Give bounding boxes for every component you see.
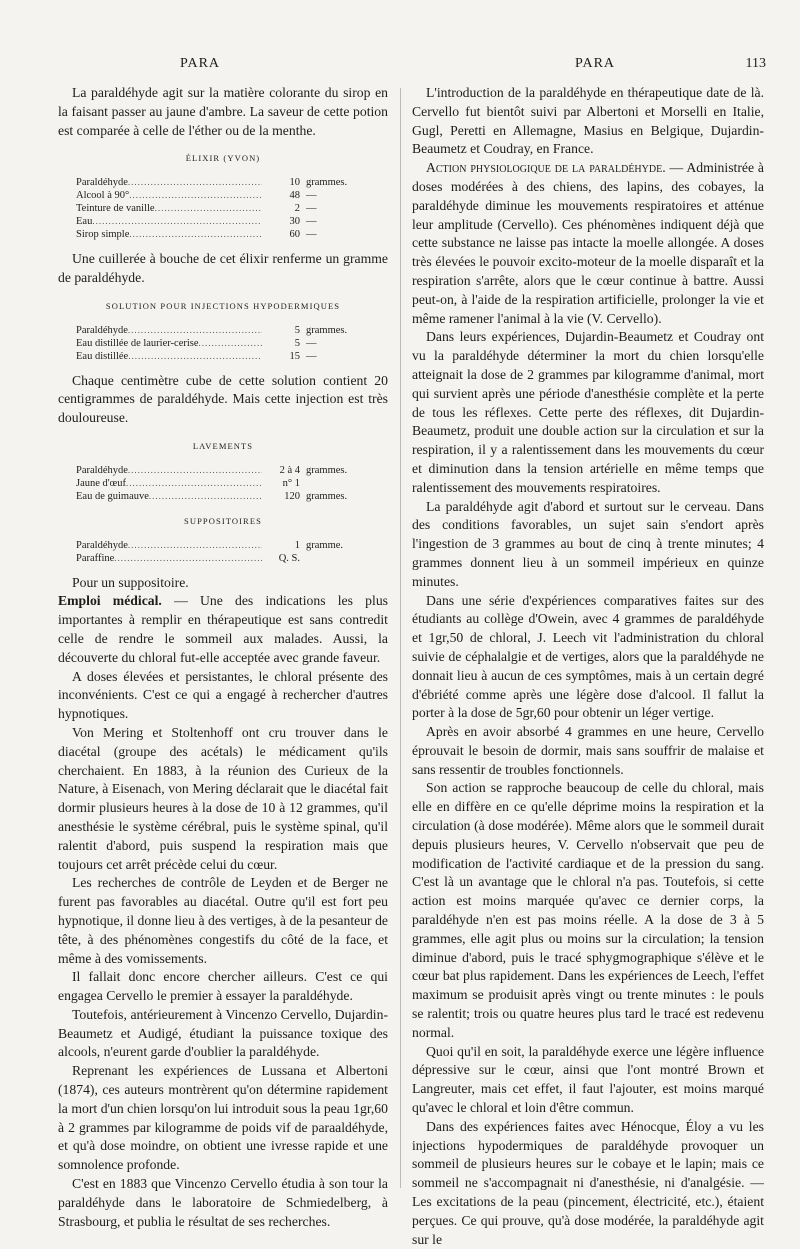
formula-row xyxy=(76,552,366,565)
formula-row xyxy=(76,176,366,189)
paragraph-injection-note: Chaque centimètre cube de cette solution contient 20 centigrammes de paraldéhyde. Mais cette injection est très douloureuse. xyxy=(58,372,388,426)
leader-dots xyxy=(155,202,262,215)
ingredient-quantity: 60 xyxy=(289,229,300,241)
paragraph-dujardin: Dans leurs expériences, Dujardin-Beaumetz et Coudray ont vu la paraldéhyde déterminer la mort du chien lorsqu'elle atteignait la dose de 2 grammes par kilogramme d'animal, mort qui survient après une période d'anesthésie complète et la perte de tous les réflexes. Cette perte des réflexes, dit Dujardin-Beaumetz, produit une double action sur la circulation et sur la respiration, il y a ralentissement dans les mouvements du cœur et diminution dans la tension artérielle en même temps que ralentissement des mouvements respiratoires. xyxy=(412,329,764,495)
paragraph-mering: Von Mering et Stoltenhoff ont cru trouver dans le diacétal (groupe des acétals) le médicament qu'ils cherchaient. En 1883, à la réunion des Curieux de la Nature, à Eisenach, von Mering déclarait que le diacétal fait dormir plusieurs heures à la dose de 10 à 12 grammes, qu'il anesthésie le système cérébral, puis le système spinal, qu'il ralentit d'abord, puis suspend la respiration mais que toujours cet arrêt précède celui du cœur. xyxy=(58,724,388,872)
ingredient-quantity: 120 xyxy=(284,490,300,502)
leader-dots xyxy=(114,552,262,565)
formula-row xyxy=(76,189,366,202)
ingredient-quantity: 2 à 4 xyxy=(279,464,300,476)
ingredient-quantity: 10 xyxy=(289,177,300,189)
ingredient-name: Paraldéhyde xyxy=(76,324,128,336)
emploi-medical-heading: Emploi médical. xyxy=(58,593,162,609)
formula-row xyxy=(76,464,366,477)
formula-row xyxy=(76,490,366,503)
leader-dots xyxy=(128,350,262,363)
leader-dots xyxy=(128,176,262,189)
paragraph-apres: Après en avoir absorbé 4 grammes en une heure, Cervello éprouvait le besoin de dormir, mais sans souffrir de malaise et sans ressentir de troubles fonctionnels. xyxy=(412,724,764,777)
leader-dots xyxy=(149,490,262,503)
ingredient-unit: — xyxy=(306,216,317,228)
ingredient-name: Paraldéhyde xyxy=(76,464,128,476)
paragraph-1883: C'est en 1883 que Vincenzo Cervello étudia à son tour la paraldéhyde dans le laboratoire de Schmiedelberg, à Strasbourg, et publia le résultat de ses recherches. xyxy=(58,1176,388,1229)
formula-row xyxy=(76,477,366,490)
ingredient-quantity: 30 xyxy=(289,216,300,228)
formula-row xyxy=(76,539,366,552)
leader-dots xyxy=(128,539,262,552)
running-head-right: PARA xyxy=(574,56,616,71)
ingredient-unit: grammes. xyxy=(306,324,348,336)
formula-row xyxy=(76,228,366,241)
ingredient-unit: grammes. xyxy=(306,177,348,189)
formula-row xyxy=(76,215,366,228)
formula-row xyxy=(76,324,366,337)
ingredient-name: Paraldéhyde xyxy=(76,539,128,551)
formula-row xyxy=(76,202,366,215)
leader-dots xyxy=(92,215,262,228)
action-physiologique-text: — Administrée à doses modérées à des chiens, des lapins, des cobayes, la paraldéhyde diminue les mouvements respiratoires et atténue leur amplitude (Cervello). Ces phénomènes indiquent déjà que cette substance ne laisse pas intacte la moelle allongée. A doses très élevées le pouvoir excito-moteur de la moelle disparaît et la respiration s'arrête, alors que le cœur continue à battre. Aussi peut-on, à l'aide de la respiration artificielle, prolonger la vie et même ramener l'animal à la vie (V. Cervello). xyxy=(412,160,765,326)
paragraph-quoi: Quoi qu'il en soit, la paraldéhyde exerce une légère influence dépressive sur le cœur, ainsi que l'ont montré Brown et Langreuter, mais cet effet, il faut l'ajouter, est moins marqué qu'avec le chloral et loin d'être commun. xyxy=(412,1043,764,1116)
leader-dots xyxy=(128,464,262,477)
leader-dots xyxy=(129,228,262,241)
ingredient-name: Paraffine xyxy=(76,552,115,564)
ingredient-name: Alcool à 90° xyxy=(76,190,130,202)
paragraph-doses: A doses élevées et persistantes, le chloral présente des inconvénients. C'est ce qui a engagé à rechercher d'autres hypnotiques. xyxy=(58,668,388,722)
ingredient-name: Eau distillée xyxy=(76,350,129,362)
formula-injection xyxy=(76,324,366,363)
leader-dots xyxy=(199,337,262,350)
formula-lavements xyxy=(76,464,366,503)
formula-title-elixir: ÉLIXIR (YVON) xyxy=(185,153,261,164)
running-head-left: PARA xyxy=(179,56,221,71)
paragraph-toutefois: Toutefois, antérieurement à Vincenzo Cervello, Dujardin-Beaumetz et Audigé, étudiant la puissance toxique des alcools, n'eurent garde d'oublier la paraldéhyde. xyxy=(58,1006,388,1060)
paragraph-cerveau: La paraldéhyde agit d'abord et surtout sur le cerveau. Dans des conditions favorables, un sujet sain s'endort après l'ingestion de 3 grammes au bout de cinq à trente minutes; 4 grammes donnent lieu à un sommeil impérieux en quinze minutes. xyxy=(412,498,764,589)
paragraph-ailleurs: Il fallait donc encore chercher ailleurs. C'est ce qui engagea Cervello le premier à essayer la paraldéhyde. xyxy=(58,969,388,1004)
paragraph-owein: Dans une série d'expériences comparatives faites sur des étudiants au collège d'Owein, avec 4 grammes de paraldéhyde et 1gr,50 de chloral, J. Leech vit l'administration du chloral suivie de céphalalgie et de vertiges, alors que la paraldéhyde ne donnait lieu à aucun de ces symptômes, mais à un certain degré d'ébriété comme après une légère dose d'alcool. Il fallut la porter à la dose de 5gr,60 pour obtenir un léger vertige. xyxy=(412,592,764,721)
ingredient-quantity: 2 xyxy=(294,203,300,215)
ingredient-quantity: 5 xyxy=(294,324,300,336)
ingredient-unit: — xyxy=(306,350,317,362)
formula-title-suppositoires: SUPPOSITOIRES xyxy=(184,515,262,526)
leader-dots xyxy=(128,324,262,337)
ingredient-quantity: 1 xyxy=(294,539,300,551)
ingredient-quantity: Q. S. xyxy=(278,552,300,564)
paragraph-action-physiologique xyxy=(412,159,764,328)
right-column xyxy=(412,84,764,1249)
ingredient-quantity: n° 1 xyxy=(282,477,300,489)
column-divider xyxy=(400,88,401,1188)
formula-title-lavements: LAVEMENTS xyxy=(192,440,254,451)
ingredient-quantity: 5 xyxy=(294,337,300,349)
ingredient-name: Eau de guimauve xyxy=(76,490,149,502)
emploi-medical-text: — Une des indications les plus importantes à remplir en thérapeutique est sans contredit celle de rendre le sommeil aux malades. Aussi, la découverte du chloral fut-elle acceptée avec grande faveur. xyxy=(58,593,388,665)
ingredient-unit: grammes. xyxy=(306,490,348,502)
ingredient-unit: — xyxy=(306,337,317,349)
paragraph-lussana: Reprenant les expériences de Lussana et Albertoni (1874), ces auteurs montrèrent qu'on détermine rapidement la mort d'un chien lorsqu'on lui introduit sous la peau 1gr,60 à 2 grammes par kilogramme de poids vif de paraaldéhyde, et qu'à dose moindre, on obtient une ivresse rapide et une somnolence profonde. xyxy=(58,1063,388,1173)
ingredient-name: Jaune d'œuf xyxy=(76,477,127,489)
left-column xyxy=(58,84,388,1231)
ingredient-unit: — xyxy=(306,190,317,202)
ingredient-name: Teinture de vanille xyxy=(76,203,155,215)
ingredient-name: Paraldéhyde xyxy=(76,177,128,189)
formula-row xyxy=(76,337,366,350)
action-physiologique-heading: Action physiologique de la paraldéhyde. xyxy=(426,160,666,176)
page-number: 113 xyxy=(745,56,766,71)
paragraph-leyden: Les recherches de contrôle de Leyden et de Berger ne furent pas favorables au diacétal. Outre qu'il est fort peu hypnotique, il donne lieu à des vertiges, à de la pesanteur de tête, à des phénomènes congestifs du côté de la face, et même à des vomissements. xyxy=(58,875,388,966)
leader-dots xyxy=(126,477,262,490)
ingredient-unit: — xyxy=(306,203,317,215)
ingredient-quantity: 15 xyxy=(289,350,300,362)
formula-title-injection: SOLUTION POUR INJECTIONS HYPODERMIQUES xyxy=(105,300,341,311)
ingredient-name: Sirop simple xyxy=(76,229,130,241)
ingredient-name: Eau xyxy=(76,216,93,228)
ingredient-quantity: 48 xyxy=(289,190,300,202)
formula-suppositoires xyxy=(76,539,366,565)
paragraph-son-action: Son action se rapproche beaucoup de celle du chloral, mais elle en diffère en ce qu'elle déprime moins la respiration et la circulation (à dose modérée). Même alors que le sommeil durait depuis plusieurs heures, V. Cervello n'observait que peu de modification de l'activité cardiaque et de la pression du sang. C'est là un avantage que le chloral n'a pas. Toutefois, si cette action est moins marquée qu'avec ce dernier corps, la paraldéhyde n'en est pas moins réelle. A la dose de 3 à 5 grammes, elle agit plus ou moins sur la circulation; la tension diminue d'abord, puis le tracé sphygmographique s'élève et le cœur bat plus rapidement. Dans les expériences de Leech, l'effet maximum se produisit après vingt ou trente minutes : le pouls se ralentit; trois ou quatre heures plus tard le tracé est redevenu normal. xyxy=(412,780,764,1040)
ingredient-unit: — xyxy=(306,229,317,241)
leader-dots xyxy=(129,189,262,202)
formula-elixir xyxy=(76,176,366,241)
paragraph-suppositoire: Pour un suppositoire. xyxy=(72,574,189,590)
paragraph-intro: La paraldéhyde agit sur la matière colorante du sirop en la faisant passer au jaune d'ambre. La saveur de cette potion est comparée à celle de l'éther ou de la menthe. xyxy=(58,85,388,138)
paragraph-elixir-note: Une cuillerée à bouche de cet élixir renferme un gramme de paraldéhyde. xyxy=(58,251,388,285)
ingredient-unit: gramme. xyxy=(306,539,344,551)
paragraph-introduction: L'introduction de la paraldéhyde en thérapeutique date de là. Cervello fut bientôt suivi par Albertoni et Morselli en Italie, Gugl, Peretti en Allemagne, Masius en Belgique, Dujardin-Beaumetz et Coudray, en France. xyxy=(412,85,764,157)
ingredient-unit: grammes. xyxy=(306,464,348,476)
ingredient-name: Eau distillée de laurier-cerise xyxy=(76,337,199,349)
paragraph-emploi-medical xyxy=(58,592,388,667)
formula-row xyxy=(76,350,366,363)
paragraph-henocque: Dans des expériences faites avec Hénocque, Éloy a vu les injections hypodermiques de paraldéhyde provoquer un sommeil de plusieurs heures sur le cobaye et le lapin; mais ce sommeil ne s'accompagnait ni d'anesthésie, ni d'analgésie. — Les excitations de la peau (pincement, électricité, etc.), étaient perçues. Ce qui prouve, qu'à dose modérée, la paraldéhyde agit sur le xyxy=(412,1118,764,1247)
